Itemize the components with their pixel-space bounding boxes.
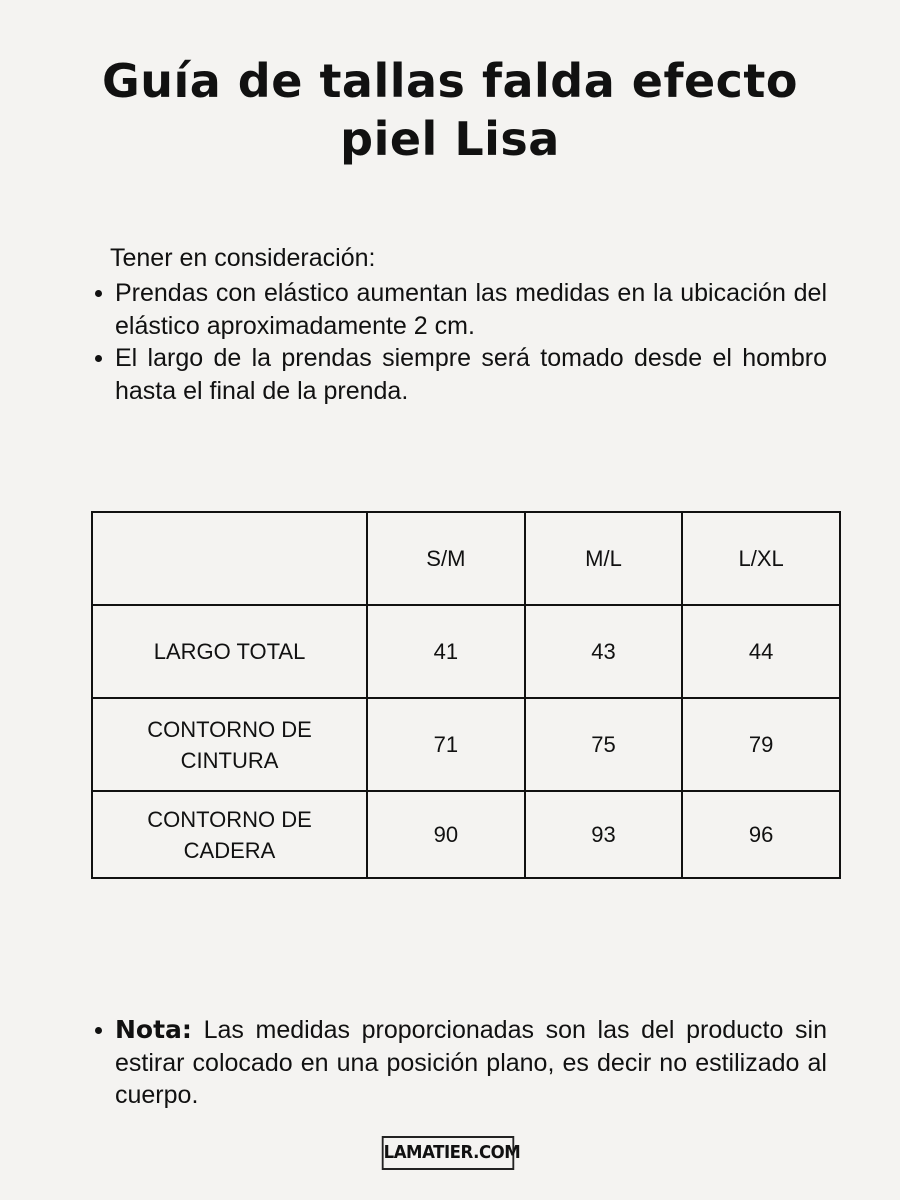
note-label: Nota:: [115, 1015, 192, 1044]
bullet-icon: [95, 355, 102, 362]
table-cell: 44: [682, 605, 840, 698]
bullet-text: El largo de la prendas siempre será tomado desde el hombro hasta el final de la prenda.: [115, 344, 827, 405]
list-item: [95, 342, 827, 407]
size-header-sm: S/M: [367, 512, 525, 605]
size-table: [91, 511, 841, 879]
row-label: CONTORNO DE CINTURA: [92, 698, 367, 791]
table-cell: 41: [367, 605, 525, 698]
intro-heading: Tener en consideración:: [110, 244, 376, 272]
bullet-icon: [95, 290, 102, 297]
table-row: [92, 698, 840, 791]
table-row: [92, 791, 840, 878]
size-header-ml: M/L: [525, 512, 683, 605]
table-row: [92, 605, 840, 698]
table-cell: 93: [525, 791, 683, 878]
table-cell: 75: [525, 698, 683, 791]
size-header-lxl: L/XL: [682, 512, 840, 605]
brand-badge: LAMATIER.COM: [382, 1136, 514, 1170]
table-cell: 79: [682, 698, 840, 791]
considerations-list: [95, 277, 827, 407]
note-text: Las medidas proporcionadas son las del producto sin estirar colocado en una posición plano, es decir no estilizado al cuerpo.: [115, 1016, 827, 1109]
page-title: Guía de tallas falda efecto piel Lisa: [101, 54, 799, 166]
row-label: CONTORNO DE CADERA: [92, 791, 367, 878]
table-cell: 96: [682, 791, 840, 878]
table-cell: 90: [367, 791, 525, 878]
table-corner-cell: [92, 512, 367, 605]
table-header-row: [92, 512, 840, 605]
table-cell: 71: [367, 698, 525, 791]
note-list: [95, 1014, 827, 1112]
note-item: [95, 1014, 827, 1112]
bullet-icon: [95, 1027, 102, 1034]
table-cell: 43: [525, 605, 683, 698]
bullet-text: Prendas con elástico aumentan las medidas en la ubicación del elástico aproximadamente 2 cm.: [115, 279, 827, 340]
row-label: LARGO TOTAL: [92, 605, 367, 698]
list-item: [95, 277, 827, 342]
